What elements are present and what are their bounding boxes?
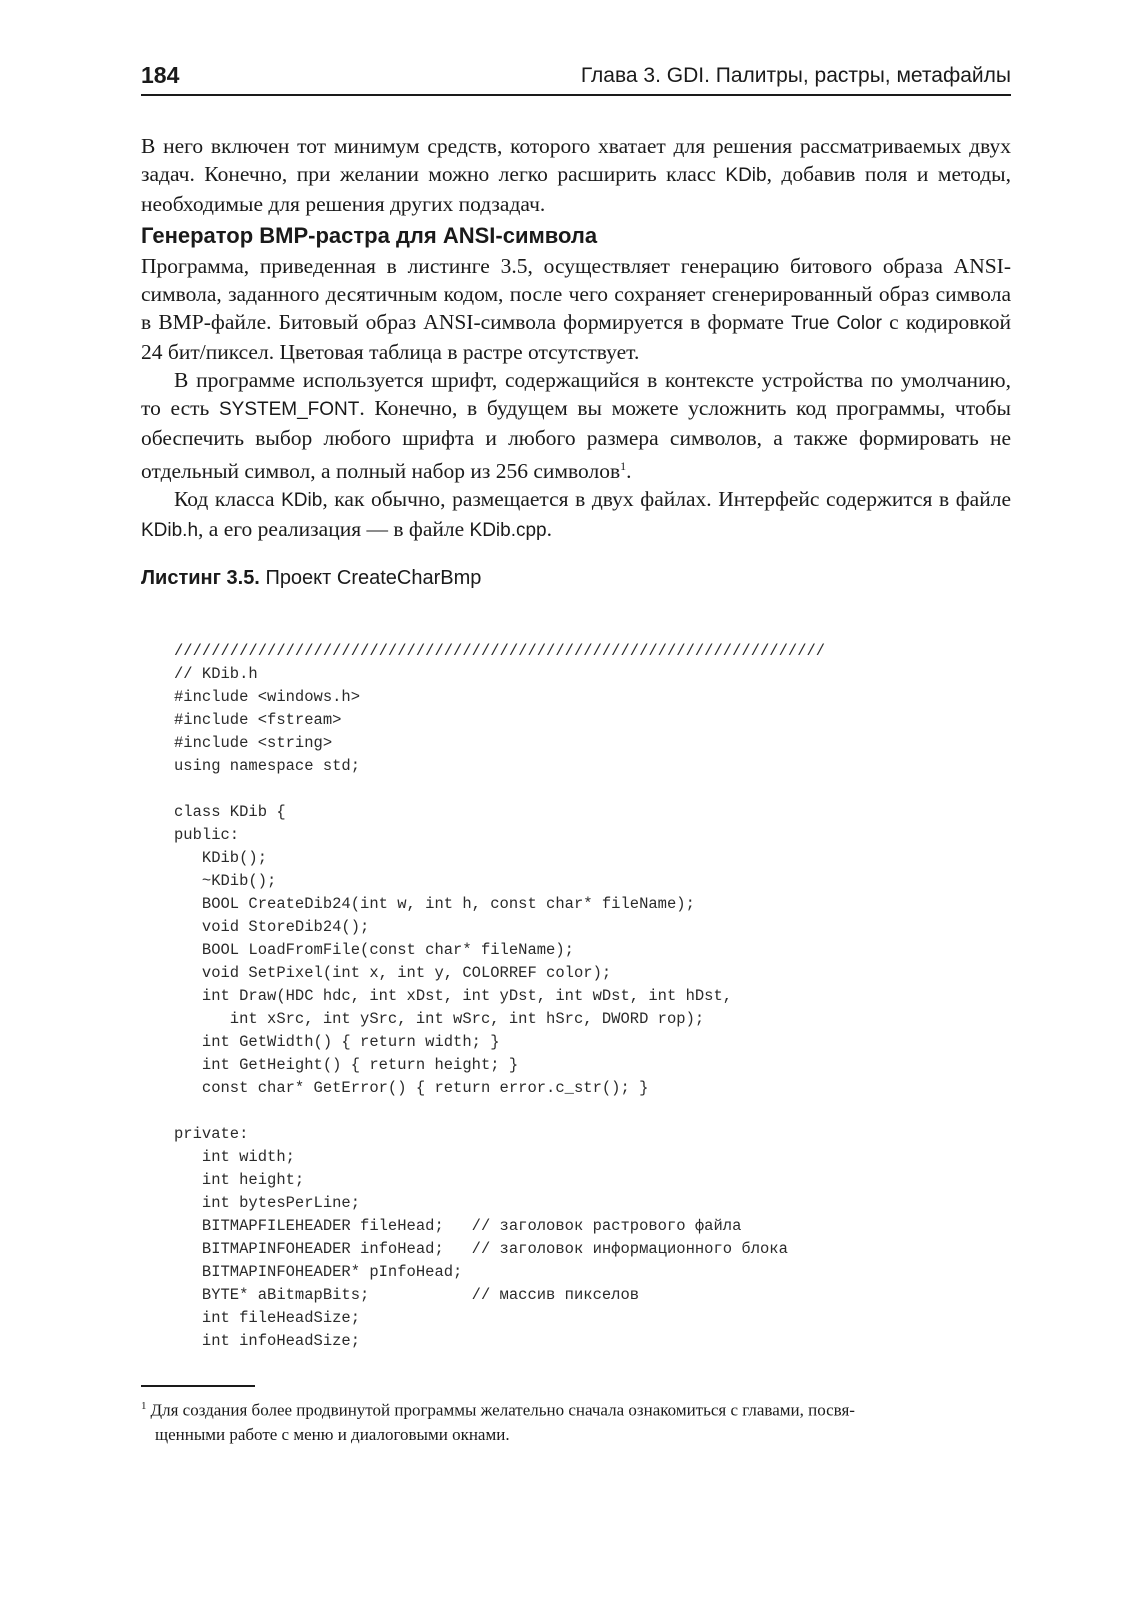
inline-code-true-color: True Color — [791, 313, 882, 334]
inline-code-kdib: KDib — [281, 490, 323, 512]
paragraph-intro: В него включен тот минимум средств, которого хватает для решения рассматриваемых двух задач. Конечно, при желании можно легко расширить класс KDib, добавив поля и методы, необходимые для решения других подзадач. — [141, 134, 1011, 216]
footnote-marker: 1 — [141, 1400, 147, 1412]
listing-label: Листинг 3.5. — [141, 567, 260, 590]
footnote-divider — [141, 1385, 255, 1387]
footnote-text-line1: Для создания более продвинутой программы желательно сначала ознакомиться с главами, посвя- — [150, 1400, 855, 1420]
paragraph-files: Код класса KDib, как обычно, размещается в двух файлах. Интерфейс содержится в файле KDib.h, а его реализация — в файле KDib.cpp. — [141, 487, 1011, 542]
section-heading: Генератор BMP-растра для ANSI-символа — [141, 223, 598, 248]
inline-code-kdib-cpp: KDib.cpp — [469, 520, 547, 542]
listing-caption — [141, 565, 1011, 591]
footnote-text-line2: щенными работе с меню и диалоговыми окнами. — [155, 1424, 510, 1444]
listing-title: Проект CreateCharBmp — [265, 567, 482, 590]
inline-code-system-font: SYSTEM_FONT — [218, 399, 360, 420]
inline-code-kdib-h: KDib.h — [141, 520, 199, 542]
paragraph-program-description: Программа, приведенная в листинге 3.5, осуществляет генерацию битового образа ANSI-символа, заданного десятичным кодом, после чего сохраняет сгенерированный образ символа в BMP-файле. Битовый образ ANSI-символа формируется в формате True Color с кодировкой 24 бит/пиксел. Цветовая таблица в растре отсутствует. — [141, 254, 1012, 364]
footnote — [141, 1394, 1011, 1447]
footnote-reference: 1 — [620, 459, 627, 473]
page-number: 184 — [141, 62, 180, 88]
page-body — [141, 132, 1011, 597]
paragraph-font: В программе используется шрифт, содержащийся в контексте устройства по умолчанию, то есть SYSTEM_FONT. Конечно, в будущем вы можете усложнить код программы, чтобы обеспечить выбор любого шрифта и любого размера символов, а также формировать не отдельный символ, а полный набор из 256 символов$^1$. — [141, 368, 1011, 484]
chapter-title: Глава 3. GDI. Палитры, растры, метафайлы — [580, 64, 1011, 87]
page-header — [141, 60, 1011, 96]
inline-code-kdib: KDib — [725, 165, 767, 186]
code-listing: ////////////////////////////////////////////////////////////////////// // KDib.h #include <windows.h> #include <fstream> #include <string> using namespace std; class KDib { public: KDib(); ~KDib(); BOOL CreateDib24(int w, int h, const char* fileName); void StoreDib24(); BOOL LoadFromFile(const char* fileName); void SetPixel(int x, int y, COLORREF color); int Draw(HDC hdc, int xDst, int yDst, int wDst, int hDst, int xSrc, int ySrc, int wSrc, int hSrc, DWORD rop); int GetWidth() { return width; } int GetHeight() { return height; } const char* GetError() { return error.c_str(); } private: int width; int height; int bytesPerLine; BITMAPFILEHEADER fileHead; // заголовок растрового файла BITMAPINFOHEADER infoHead; // заголовок информационного блока BITMAPINFOHEADER* pInfoHead; BYTE* aBitmapBits; // массив пикселов int fileHeadSize; int infoHeadSize; — [174, 642, 826, 1350]
